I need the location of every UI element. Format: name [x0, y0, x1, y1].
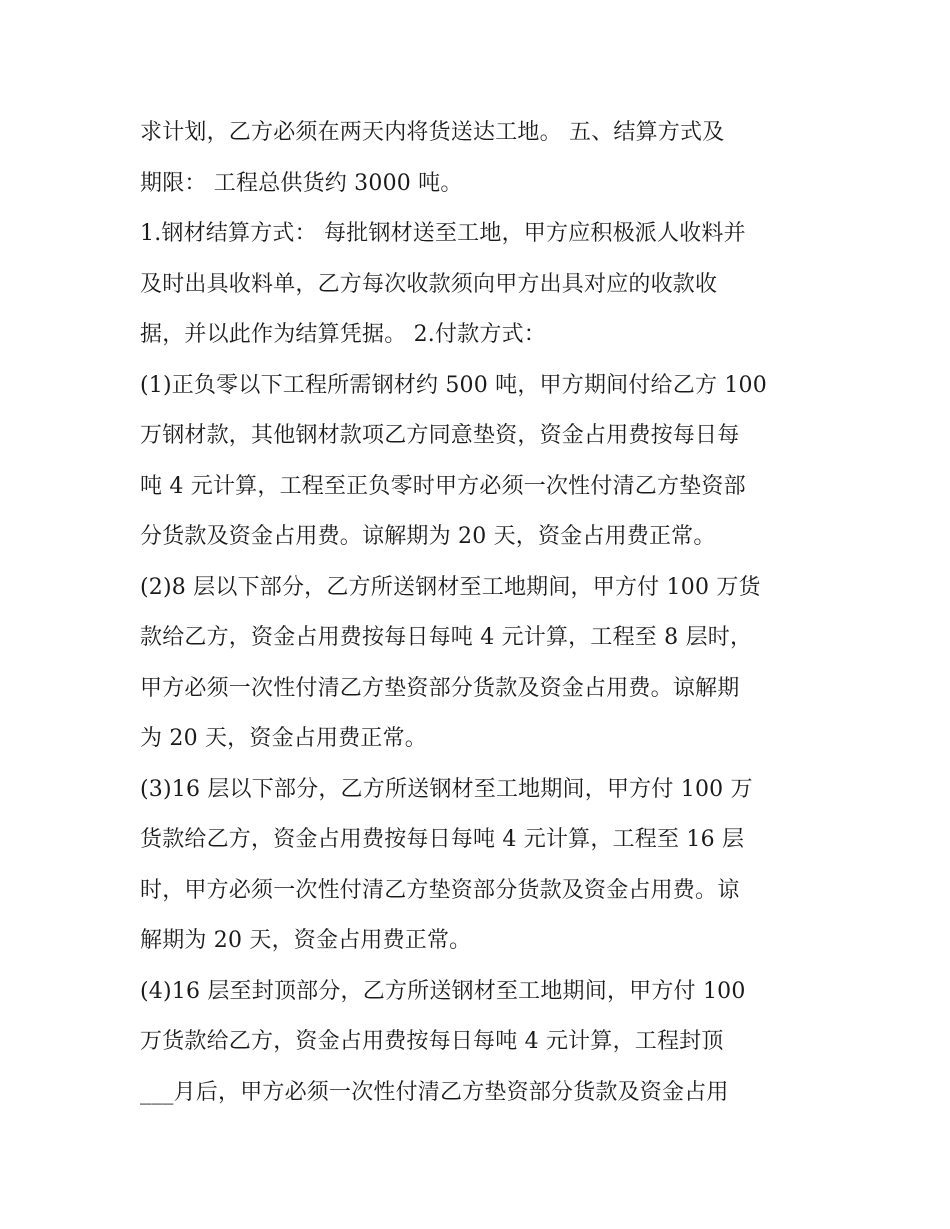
text-line: ___月后，甲方必须一次性付清乙方垫资部分货款及资金占用: [140, 1079, 729, 1105]
text-line: 时，甲方必须一次性付清乙方垫资部分货款及资金占用费。谅: [140, 877, 740, 903]
text-line: (4)16 层至封顶部分，乙方所送钢材至工地期间，甲方付 100: [140, 978, 746, 1004]
text-line: 万钢材款，其他钢材款项乙方同意垫资，资金占用费按每日每: [140, 423, 740, 448]
text-line: (3)16 层以下部分，乙方所送钢材至工地期间，甲方付 100 万: [140, 776, 753, 802]
text-line: 求计划，乙方必须在两天内将货送达工地。 五、结算方式及: [140, 120, 725, 145]
text-line: 据，并以此作为结算凭据。 2.付款方式：: [140, 322, 546, 347]
text-line: 吨 4 元计算，工程至正负零时甲方必须一次性付清乙方垫资部: [140, 473, 746, 499]
text-line: 甲方必须一次性付清乙方垫资部分货款及资金占用费。谅解期: [140, 675, 740, 701]
text-line: (2)8 层以下部分，乙方所送钢材至工地期间，甲方付 100 万货: [140, 574, 761, 600]
text-line: 款给乙方，资金占用费按每日每吨 4 元计算，工程至 8 层时，: [140, 625, 753, 650]
text-line: 解期为 20 天，资金占用费正常。: [140, 928, 472, 953]
text-line: 货款给乙方，资金占用费按每日每吨 4 元计算，工程至 16 层: [140, 827, 745, 852]
text-line: 为 20 天，资金占用费正常。: [140, 726, 427, 751]
text-line: 1.钢材结算方式： 每批钢材送至工地，甲方应积极派人收料并: [140, 221, 746, 246]
text-line: (1)正负零以下工程所需钢材约 500 吨，甲方期间付给乙方 100: [140, 372, 767, 398]
document-body: [140, 108, 820, 1118]
text-line: 万货款给乙方，资金占用费按每日每吨 4 元计算，工程封顶: [140, 1029, 724, 1054]
text-line: 分货款及资金占用费。谅解期为 20 天，资金占用费正常。: [140, 524, 716, 549]
text-line: 期限： 工程总供货约 3000 吨。: [140, 170, 463, 196]
text-line: 及时出具收料单，乙方每次收款须向甲方出具对应的收款收: [140, 271, 718, 297]
